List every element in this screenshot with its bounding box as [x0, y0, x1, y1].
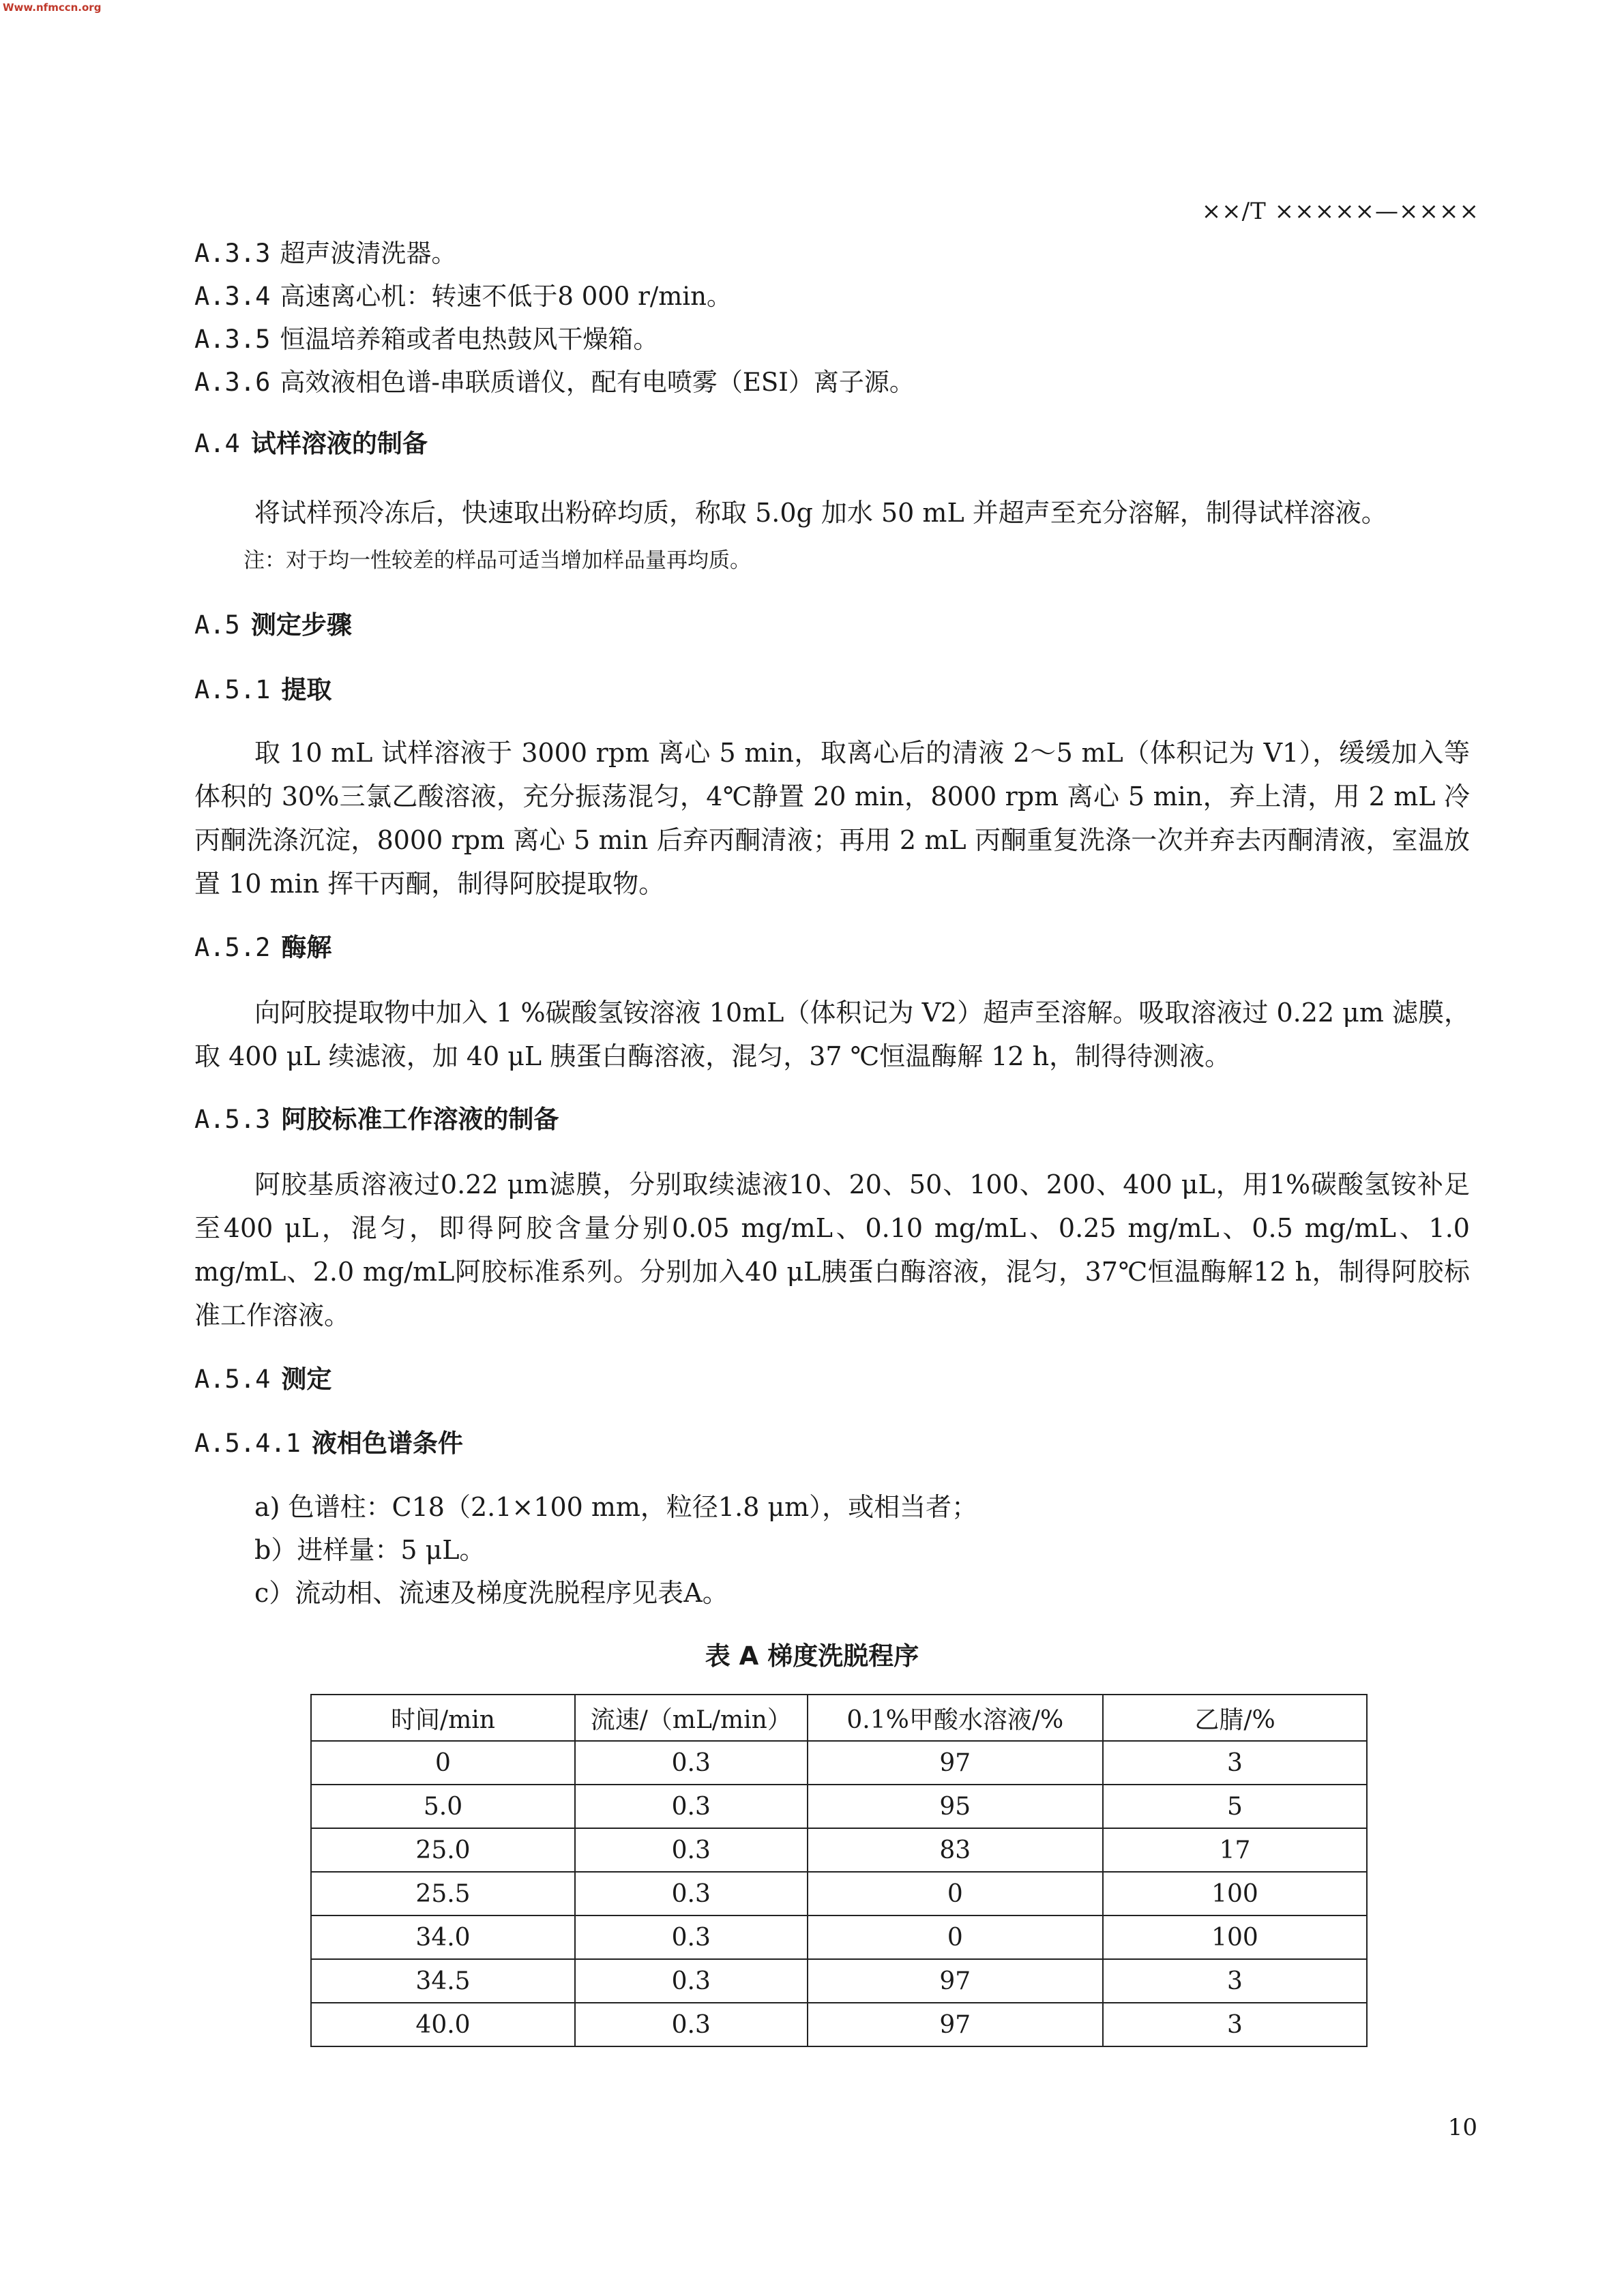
clause-number: A.3.4 — [194, 282, 271, 311]
table-cell: 0 — [311, 1741, 575, 1785]
table-cell: 34.5 — [311, 1959, 575, 2003]
table-row — [311, 1741, 1367, 1785]
section-number: A.5.3 — [194, 1105, 271, 1134]
list-item — [194, 361, 1490, 404]
list-item — [194, 232, 1490, 275]
table-cell: 0.3 — [575, 1785, 808, 1828]
section-number: A.4 — [194, 429, 240, 458]
list-item: b）进样量：5 μL。 — [254, 1535, 486, 1565]
table-cell: 0.3 — [575, 1915, 808, 1959]
paragraph: 向阿胶提取物中加入 1 %碳酸氢铵溶液 10mL（体积记为 V2）超声至溶解。吸取溶液过 0.22 μm 滤膜，取 400 μL 续滤液，加 40 μL 胰蛋白酶溶液，混匀，37 ℃恒温酶解 12 h，制得待测液。 — [194, 998, 1470, 1071]
clause-text: 高效液相色谱-串联质谱仪，配有电喷雾（ESI）离子源。 — [280, 368, 915, 397]
table-row — [311, 1785, 1367, 1828]
table-cell: 25.0 — [311, 1828, 575, 1872]
section-heading — [194, 1362, 1490, 1397]
section-number: A.5.4.1 — [194, 1429, 301, 1458]
table-row — [311, 1915, 1367, 1959]
table-cell: 17 — [1103, 1828, 1367, 1872]
clause-text: 高速离心机：转速不低于8 000 r/min。 — [280, 282, 732, 311]
column-header: 流速/（mL/min） — [575, 1695, 808, 1741]
table-cell: 3 — [1103, 1959, 1367, 2003]
paragraph: 阿胶基质溶液过0.22 μm滤膜，分别取续滤液10、20、50、100、200、400 μL，用1%碳酸氢铵补足至400 μL，混匀，即得阿胶含量分别0.05 mg/mL、0.10 mg/mL、0.25 mg/mL、0.5 mg/mL、1.0 mg/mL、2.0 mg/mL阿胶标准系列。分别加入40 μL胰蛋白酶溶液，混匀，37℃恒温酶解12 h，制得阿胶标准工作溶液。 — [194, 1169, 1470, 1330]
section-heading — [194, 608, 1490, 642]
watermark: Www.nfmccn.org — [3, 1, 102, 14]
table-cell: 83 — [808, 1828, 1103, 1872]
table-cell: 0 — [808, 1915, 1103, 1959]
table-cell: 100 — [1103, 1872, 1367, 1915]
section-title: 测定步骤 — [250, 610, 352, 640]
section-number: A.5.1 — [194, 675, 271, 704]
section-title: 酶解 — [281, 933, 332, 962]
list-item: c）流动相、流速及梯度洗脱程序见表A。 — [254, 1578, 728, 1608]
table-cell: 0 — [808, 1872, 1103, 1915]
table-row — [311, 1828, 1367, 1872]
table-cell: 100 — [1103, 1915, 1367, 1959]
clause-text: 恒温培养箱或者电热鼓风干燥箱。 — [280, 325, 659, 354]
column-header: 0.1%甲酸水溶液/% — [808, 1695, 1103, 1741]
table-cell: 34.0 — [311, 1915, 575, 1959]
list-item — [194, 275, 1490, 318]
section-heading — [194, 673, 1490, 707]
table-cell: 97 — [808, 1959, 1103, 2003]
section-title: 阿胶标准工作溶液的制备 — [281, 1105, 559, 1134]
table-cell: 3 — [1103, 1741, 1367, 1785]
table-cell: 25.5 — [311, 1872, 575, 1915]
standard-code: ××/T ×××××—×××× — [1201, 198, 1479, 225]
gradient-table — [310, 1694, 1368, 2047]
table-cell: 5 — [1103, 1785, 1367, 1828]
section-title: 提取 — [281, 675, 332, 704]
section-heading — [194, 427, 1490, 461]
page-number: 10 — [1447, 2114, 1477, 2141]
section-number: A.5.4 — [194, 1365, 271, 1394]
table-cell: 40.0 — [311, 2003, 575, 2046]
section-number: A.5.2 — [194, 933, 271, 962]
column-header: 时间/min — [311, 1695, 575, 1741]
table-cell: 97 — [808, 2003, 1103, 2046]
list-item: a) 色谱柱：C18（2.1×100 mm，粒径1.8 μm），或相当者； — [254, 1492, 978, 1522]
note: 注：对于均一性较差的样品可适当增加样品量再均质。 — [243, 548, 751, 573]
table-cell: 0.3 — [575, 1828, 808, 1872]
table-row — [311, 1872, 1367, 1915]
clause-number: A.3.3 — [194, 239, 271, 268]
paragraph: 取 10 mL 试样溶液于 3000 rpm 离心 5 min，取离心后的清液 2～5 mL（体积记为 V1），缓缓加入等体积的 30%三氯乙酸溶液，充分振荡混匀，4℃静置 20 min，8000 rpm 离心 5 min，弃上清，用 2 mL 冷丙酮洗涤沉淀，8000 rpm 离心 5 min 后弃丙酮清液；再用 2 mL 丙酮重复洗涤一次并弃去丙酮清液，室温放置 10 min 挥干丙酮，制得阿胶提取物。 — [194, 738, 1470, 899]
table-header-row — [311, 1695, 1367, 1741]
table-caption: 表 A 梯度洗脱程序 — [705, 1641, 919, 1671]
clause-number: A.3.5 — [194, 325, 271, 354]
table-cell: 0.3 — [575, 1872, 808, 1915]
table-cell: 97 — [808, 1741, 1103, 1785]
section-title: 试样溶液的制备 — [250, 429, 428, 458]
section-title: 液相色谱条件 — [311, 1429, 463, 1458]
table-row — [311, 1959, 1367, 2003]
table-cell: 0.3 — [575, 1959, 808, 2003]
list-item — [194, 318, 1490, 361]
clause-number: A.3.6 — [194, 368, 271, 397]
table-cell: 5.0 — [311, 1785, 575, 1828]
section-number: A.5 — [194, 610, 240, 640]
table-cell: 0.3 — [575, 2003, 808, 2046]
clause-text: 超声波清洗器。 — [280, 239, 457, 268]
table-cell: 3 — [1103, 2003, 1367, 2046]
table-cell: 95 — [808, 1785, 1103, 1828]
section-title: 测定 — [281, 1365, 332, 1394]
section-heading — [194, 1427, 1490, 1461]
section-heading — [194, 1103, 1490, 1137]
section-heading — [194, 931, 1490, 965]
table-row — [311, 2003, 1367, 2046]
column-header: 乙腈/% — [1103, 1695, 1367, 1741]
paragraph: 将试样预冷冻后，快速取出粉碎均质，称取 5.0g 加水 50 mL 并超声至充分溶解，制得试样溶液。 — [254, 498, 1387, 528]
table-cell: 0.3 — [575, 1741, 808, 1785]
